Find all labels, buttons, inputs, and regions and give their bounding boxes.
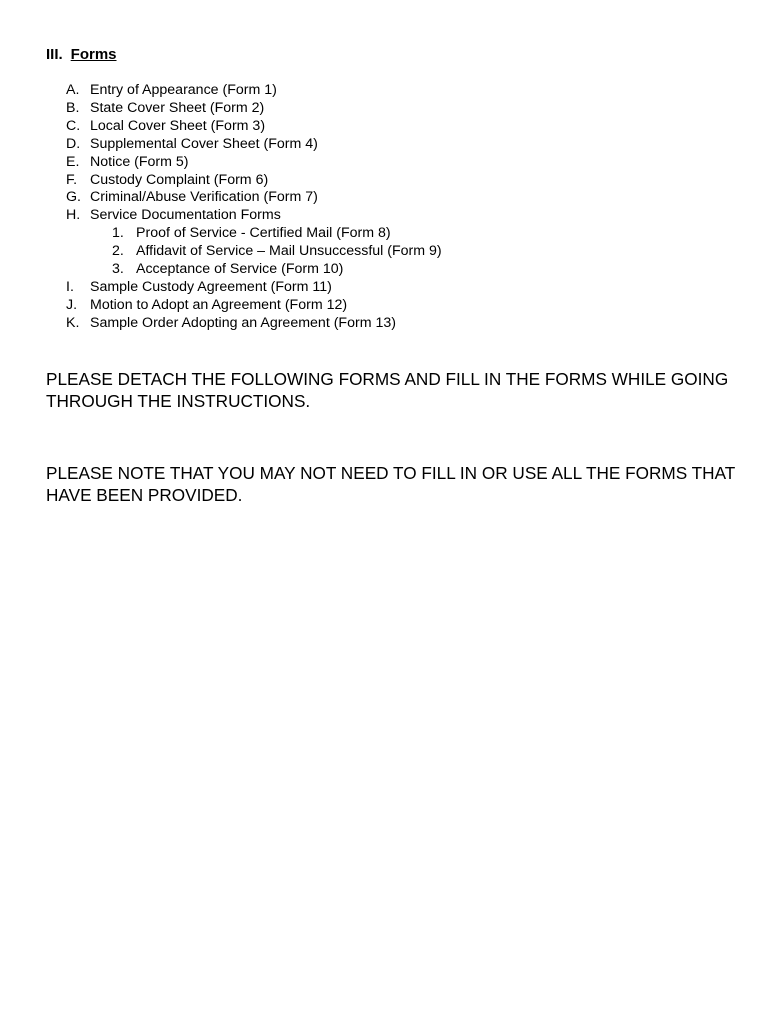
- list-item-text: Local Cover Sheet (Form 3): [90, 117, 266, 134]
- sub-list-item: [112, 243, 442, 261]
- list-item: [66, 118, 442, 136]
- list-item-letter: G.: [66, 189, 81, 206]
- detach-forms-notice: PLEASE DETACH THE FOLLOWING FORMS AND FILL IN THE FORMS WHILE GOING THROUGH THE INSTRUCTIONS.: [46, 369, 729, 411]
- list-item: [66, 207, 442, 279]
- list-item-letter: J.: [66, 296, 78, 313]
- sub-list-item-number: 2.: [112, 243, 124, 260]
- section-title: Forms: [70, 46, 117, 63]
- list-item-text: State Cover Sheet (Form 2): [90, 99, 265, 116]
- list-item-text: Criminal/Abuse Verification (Form 7): [90, 189, 318, 206]
- forms-usage-notice: PLEASE NOTE THAT YOU MAY NOT NEED TO FILL IN OR USE ALL THE FORMS THAT HAVE BEEN PROVIDED.: [46, 463, 735, 505]
- list-item-letter: K.: [66, 314, 80, 331]
- service-subforms-list: [66, 225, 442, 279]
- sub-list-item: [112, 261, 442, 279]
- list-item-text: Entry of Appearance (Form 1): [90, 82, 277, 98]
- sub-list-item-text: Proof of Service - Certified Mail (Form 8): [136, 225, 391, 242]
- list-item-text: Supplemental Cover Sheet (Form 4): [90, 135, 318, 152]
- sub-list-item: [112, 225, 442, 243]
- forms-list: [66, 82, 442, 333]
- list-item: [66, 172, 442, 190]
- list-item-letter: E.: [66, 153, 80, 170]
- list-item-letter: H.: [66, 207, 81, 224]
- list-item-letter: F.: [66, 171, 78, 188]
- sub-list-item-text: Affidavit of Service – Mail Unsuccessful (Form 9): [136, 243, 442, 260]
- list-item: [66, 100, 442, 118]
- list-item-text: Service Documentation Forms: [90, 207, 281, 224]
- sub-list-item-number: 1.: [112, 225, 124, 242]
- list-item-text: Sample Custody Agreement (Form 11): [90, 278, 332, 295]
- list-item: [66, 136, 442, 154]
- section-heading: [46, 46, 117, 63]
- list-item-text: Notice (Form 5): [90, 153, 189, 170]
- section-number: III.: [46, 46, 63, 63]
- list-item-text: Custody Complaint (Form 6): [90, 171, 269, 188]
- list-item: [66, 315, 442, 333]
- sub-list-item-number: 3.: [112, 261, 124, 278]
- list-item-letter: D.: [66, 135, 81, 152]
- list-item-text: Motion to Adopt an Agreement (Form 12): [90, 296, 348, 313]
- list-item-letter: I.: [66, 278, 74, 295]
- list-item-letter: A.: [66, 82, 80, 98]
- list-item-letter: C.: [66, 117, 81, 134]
- list-item: [66, 279, 442, 297]
- sub-list-item-text: Acceptance of Service (Form 10): [136, 261, 344, 278]
- list-item: [66, 154, 442, 172]
- list-item: [66, 297, 442, 315]
- list-item: [66, 82, 442, 100]
- list-item-letter: B.: [66, 99, 80, 116]
- list-item: [66, 189, 442, 207]
- list-item-text: Sample Order Adopting an Agreement (Form 13): [90, 314, 396, 331]
